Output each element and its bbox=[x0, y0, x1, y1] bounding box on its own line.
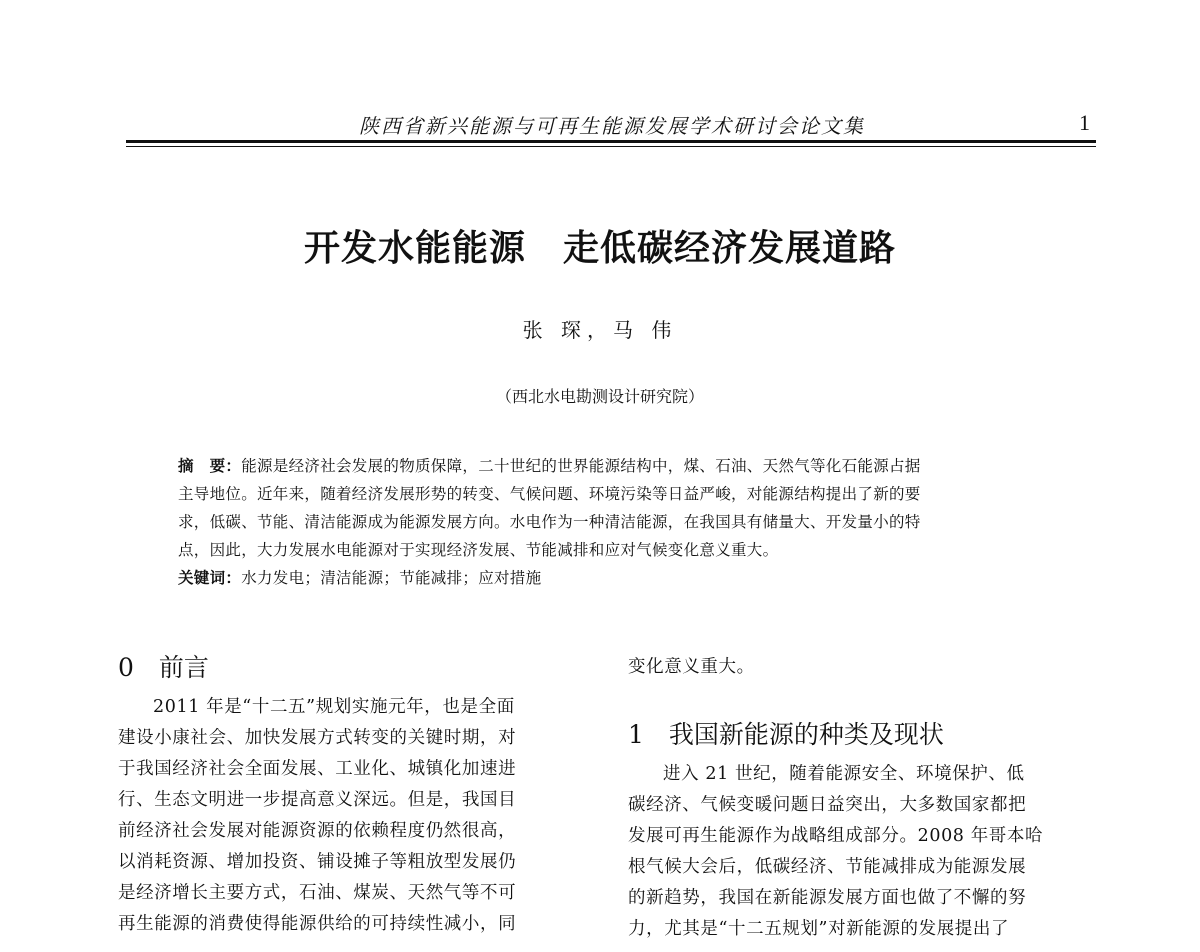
affiliation: （西北水电勘测设计研究院） bbox=[495, 387, 704, 406]
abstract-label: 摘 要： bbox=[178, 457, 242, 475]
body-line: 前经济社会发展对能源资源的依赖程度仍然很高， bbox=[118, 821, 517, 841]
header-rule-thin bbox=[126, 146, 1096, 147]
left-column bbox=[118, 648, 594, 940]
body-line: 2011 年是“十二五”规划实施元年，也是全面 bbox=[153, 697, 515, 717]
running-title: 陕西省新兴能源与可再生能源发展学术研讨会论文集 bbox=[359, 114, 865, 138]
running-header bbox=[128, 110, 1096, 140]
abstract-line: 主导地位。近年来，随着经济发展形势的转变、气候问题、环境污染等日益严峻，对能源结构提出了新的要 bbox=[178, 485, 921, 503]
carry-over-line: 变化意义重大。 bbox=[628, 657, 755, 677]
page-number: 1 bbox=[1079, 110, 1090, 135]
keywords-label: 关键词： bbox=[178, 569, 242, 587]
body-line: 碳经济、气候变暖问题日益突出，大多数国家都把 bbox=[628, 795, 1027, 815]
body-line: 再生能源的消费使得能源供给的可持续性减小，同 bbox=[118, 914, 517, 934]
abstract-line bbox=[178, 452, 1036, 480]
keywords: 水力发电；清洁能源；节能减排；应对措施 bbox=[241, 569, 542, 587]
section-heading-intro: 0 前言 bbox=[118, 653, 209, 682]
body-line: 是经济增长主要方式，石油、煤炭、天然气等不可 bbox=[118, 883, 517, 903]
abstract-line: 求，低碳、节能、清洁能源成为能源发展方向。水电作为一种清洁能源，在我国具有储量大、开发量小的特 bbox=[178, 513, 921, 531]
paper-title: 开发水能能源 走低碳经济发展道路 bbox=[303, 227, 896, 269]
body-line: 进入 21 世纪，随着能源安全、环境保护、低 bbox=[663, 764, 1025, 784]
body-line: 力，尤其是“十二五规划”对新能源的发展提出了 bbox=[628, 919, 1010, 939]
body-line: 建设小康社会、加快发展方式转变的关键时期，对 bbox=[118, 728, 517, 748]
abstract-block bbox=[178, 452, 1036, 592]
section-heading-1: 1 我国新能源的种类及现状 bbox=[628, 720, 944, 749]
keywords-line bbox=[178, 564, 1036, 592]
body-line: 于我国经济社会全面发展、工业化、城镇化加速进 bbox=[118, 759, 517, 779]
body-line: 行、生态文明进一步提高意义深远。但是，我国目 bbox=[118, 790, 517, 810]
abstract-line: 点，因此，大力发展水电能源对于实现经济发展、节能减排和应对气候变化意义重大。 bbox=[178, 541, 779, 559]
authors: 张 琛，马 伟 bbox=[522, 318, 678, 342]
body-line: 发展可再生能源作为战略组成部分。2008 年哥本哈 bbox=[628, 826, 1044, 846]
body-line: 的新趋势，我国在新能源发展方面也做了不懈的努 bbox=[628, 888, 1027, 908]
right-column bbox=[628, 648, 1094, 945]
body-line: 根气候大会后，低碳经济、节能减排成为能源发展 bbox=[628, 857, 1027, 877]
header-rule-thick bbox=[126, 140, 1096, 143]
body-line: 以消耗资源、增加投资、铺设摊子等粗放型发展仍 bbox=[118, 852, 517, 872]
abstract-text: 能源是经济社会发展的物质保障，二十世纪的世界能源结构中，煤、石油、天然气等化石能源占据 bbox=[241, 457, 921, 475]
